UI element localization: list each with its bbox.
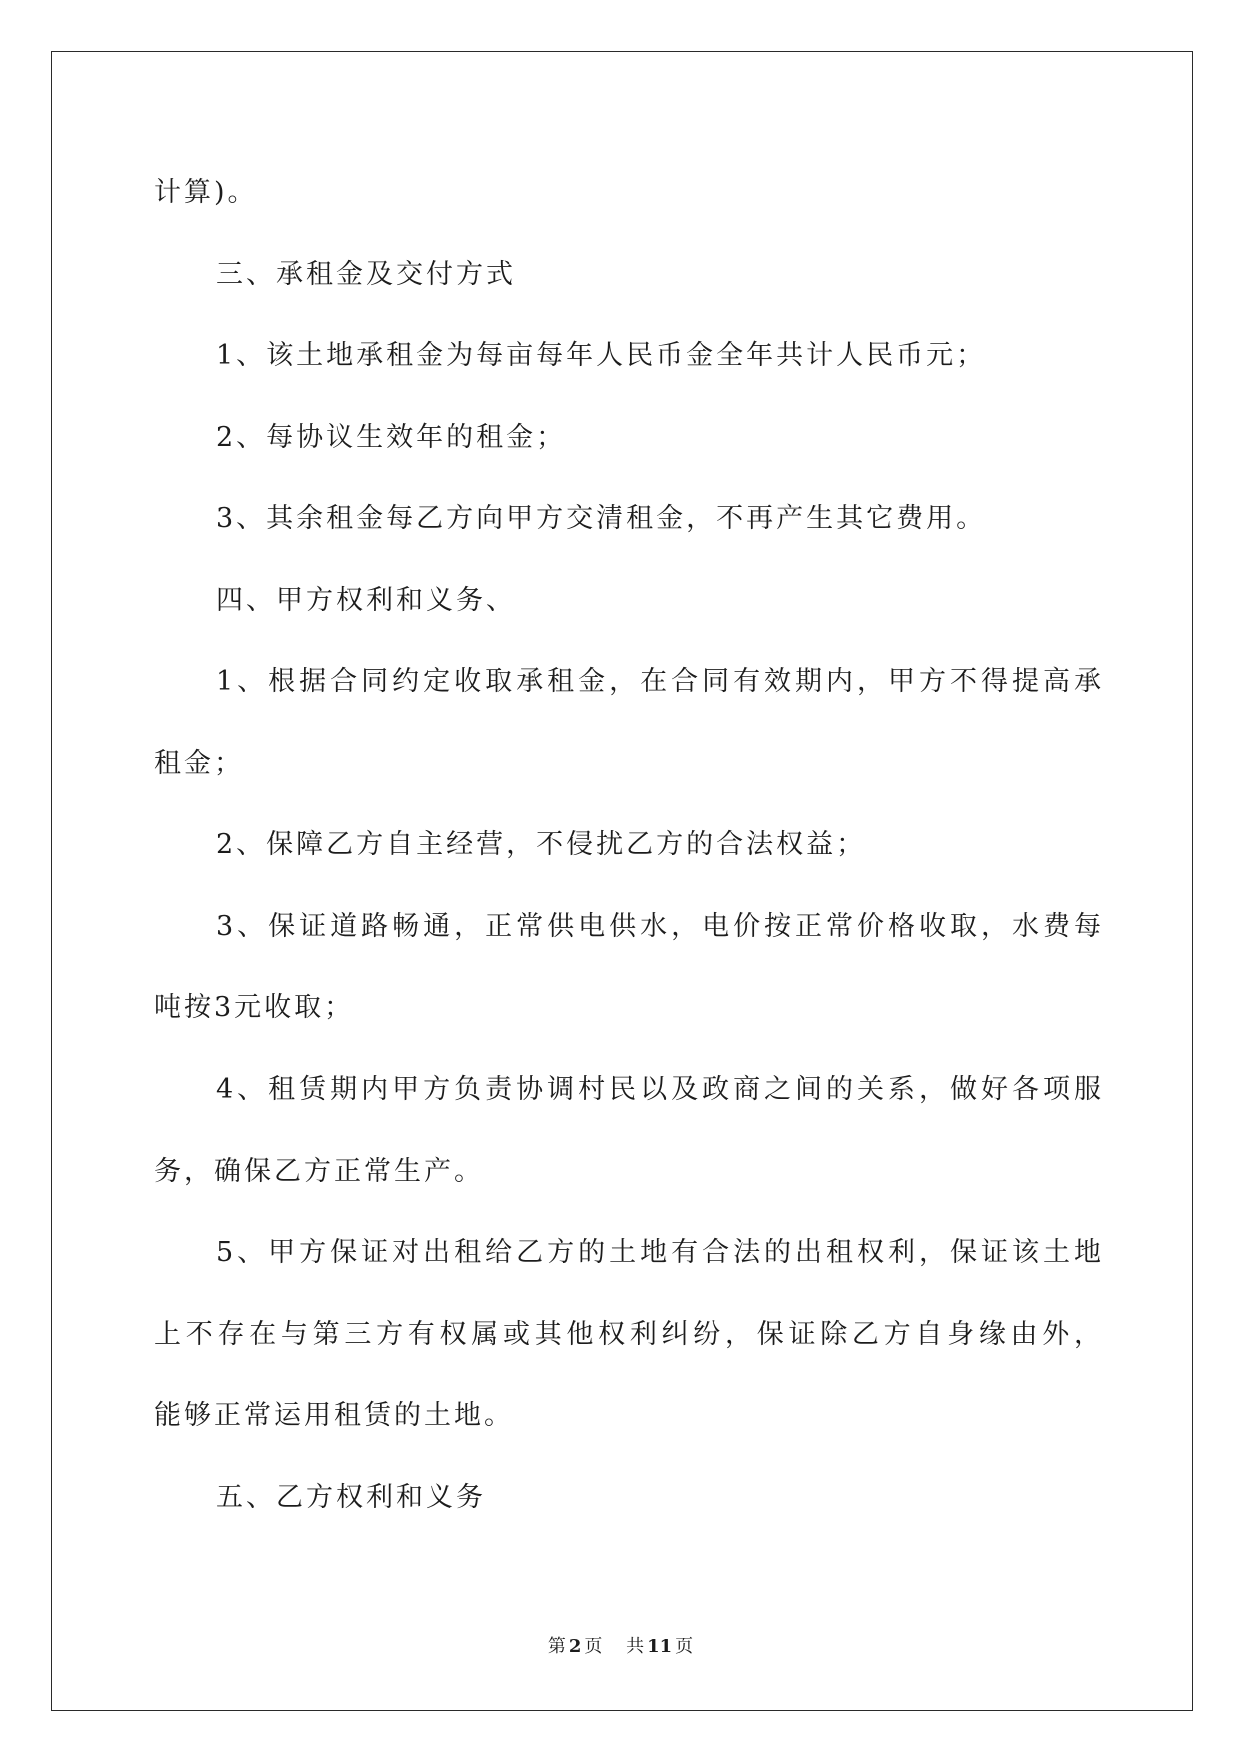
text-line: 3、其余租金每乙方向甲方交清租金，不再产生其它费用。 bbox=[216, 503, 987, 535]
text-line: 计算)。 bbox=[154, 177, 258, 208]
page-number-suffix: 页 bbox=[584, 1636, 603, 1657]
clause-item bbox=[154, 641, 1104, 804]
clause-item bbox=[154, 886, 1104, 1049]
text-line: 1、根据合同约定收取承租金，在合同有效期内，甲方不得提高承 bbox=[216, 666, 1104, 698]
document-body bbox=[154, 152, 1104, 1538]
text-line: 2、保障乙方自主经营，不侵扰乙方的合法权益； bbox=[216, 829, 867, 861]
text-line: 2、每协议生效年的租金； bbox=[216, 421, 567, 453]
text-line: 4、租赁期内甲方负责协调村民以及政商之间的关系，做好各项服 bbox=[216, 1074, 1104, 1106]
section-heading bbox=[154, 1457, 1104, 1539]
total-pages-number: 11 bbox=[647, 1636, 673, 1657]
total-pages-prefix: 共 bbox=[626, 1636, 645, 1657]
section-heading bbox=[154, 234, 1104, 316]
text-line: 四、甲方权利和义务、 bbox=[216, 584, 516, 616]
text-line: 3、保证道路畅通，正常供电供水，电价按正常价格收取，水费每 bbox=[216, 910, 1104, 942]
clause-item bbox=[154, 1049, 1104, 1212]
section-heading bbox=[154, 560, 1104, 642]
current-page-number: 2 bbox=[568, 1636, 582, 1657]
text-line: 上不存在与第三方有权属或其他权利纠纷，保证除乙方自身缘由外， bbox=[154, 1318, 1104, 1350]
clause-item bbox=[154, 397, 1104, 479]
clause-item bbox=[154, 478, 1104, 560]
page-number-group bbox=[548, 1636, 608, 1657]
text-line: 能够正常运用租赁的土地。 bbox=[154, 1400, 514, 1432]
continued-text bbox=[154, 152, 1104, 234]
total-pages-suffix: 页 bbox=[675, 1636, 694, 1657]
page-number-prefix: 第 bbox=[547, 1636, 566, 1657]
text-line: 五、乙方权利和义务 bbox=[216, 1481, 486, 1513]
text-line: 1、该土地承租金为每亩每年人民币金全年共计人民币元； bbox=[216, 340, 987, 372]
text-line: 租金； bbox=[154, 747, 244, 779]
text-line: 吨按3元收取； bbox=[154, 992, 355, 1024]
clause-item bbox=[154, 804, 1104, 886]
text-line: 5、甲方保证对出租给乙方的土地有合法的出租权利，保证该土地 bbox=[216, 1237, 1104, 1269]
clause-item bbox=[154, 1212, 1104, 1457]
text-line: 三、承租金及交付方式 bbox=[216, 258, 516, 290]
text-line: 务，确保乙方正常生产。 bbox=[154, 1155, 484, 1187]
total-pages-group bbox=[626, 1636, 693, 1657]
page-footer bbox=[0, 1634, 1241, 1660]
clause-item bbox=[154, 315, 1104, 397]
